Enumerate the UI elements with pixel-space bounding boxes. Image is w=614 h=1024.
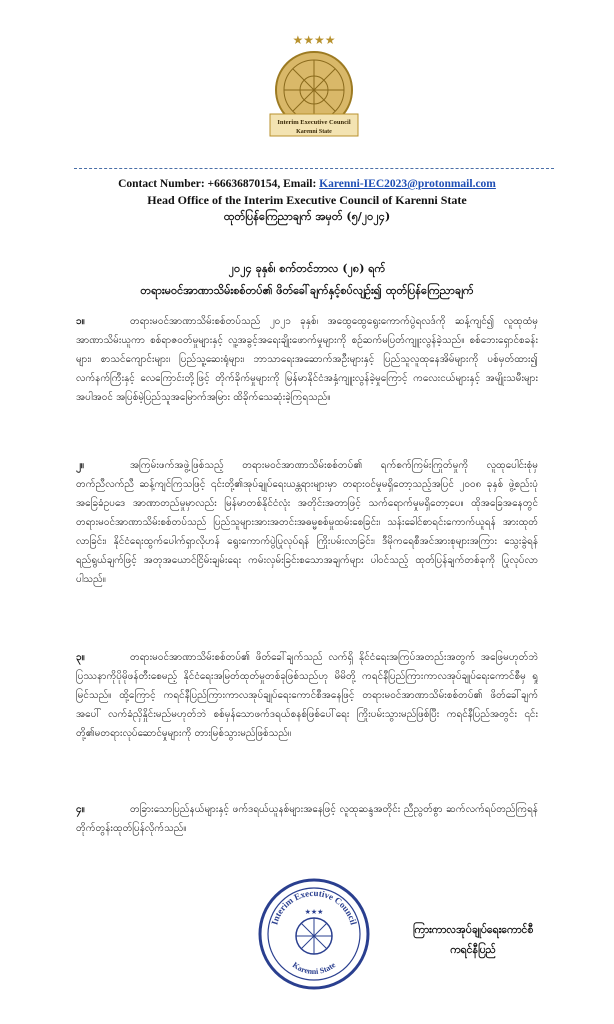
paragraph-text: တရားမဝင်အာဏာသိမ်းစစ်တပ်၏ ဖိတ်ခေါ်ချက်သည် လက်ရှိ နိုင်ငံရေးအကြပ်အတည်းအတွက် အဖြေမဟုတ်ဘဲ ပြဿနာကိုပိုမိုဖန်တီးစေမည့် နိုင်ငံရေးအမြတ်ထုတ်မှုတစ်ခုဖြစ်သည်ဟု မိမိတို့ ကရင်နီပြည်ကြားကာလအုပ်ချုပ်ရေးကောင်စီမှ ရှုမြင်သည်။ ထို့ကြောင့် ကရင်နီပြည်ကြားကာလအုပ်ချုပ်ရေးကောင်စီအနေဖြင့် တရားမဝင်အာဏာသိမ်းစစ်တပ်၏ ဖိတ်ခေါ်ချက်အပေါ် လက်ခံညှိနှိုင်းမည်မဟုတ်ဘဲ စစ်မှန်သောဖက်ဒရယ်စနစ်ဖြစ်ပေါ်ရေး ကြိုးပမ်းသွားမည်ဖြစ်ပြီး ကရင်နီပြည်အတွင်း ၎င်းတို့၏မတရားလုပ်ဆောင်မှုများကို တားမြစ်သွားမည်ဖြစ်သည်။: [76, 652, 538, 739]
signature-council: ကြားကာလအုပ်ချုပ်ရေးကောင်စီ: [412, 924, 534, 936]
paragraph-4: [76, 800, 538, 838]
stars-decoration: ★★★★: [292, 33, 336, 47]
contact-number: Contact Number: +66636870154, Email:: [118, 178, 320, 190]
paragraph-number: ၃။: [76, 652, 85, 663]
paragraph-text: အကြမ်းဖက်အဖွဲ့ဖြစ်သည့် တရားမဝင်အာဏာသိမ်းစစ်တပ်၏ ရက်စက်ကြမ်းကြုတ်မှုကို လူထုပေါင်းစုံမှတက်ညီလက်ညီ ဆန့်ကျင်ကြသဖြင့် ၎င်းတို့၏အုပ်ချုပ်ရေးယန္တရားများမှာ တရားဝင်မှုမရှိတော့သည့်အပြင် ၂၀၀၈ ခုနှစ် ဖွဲ့စည်းပုံအခြေခံဥပဒေ အာဏာတည်မှုမှာလည်း မြန်မာတစ်နိုင်ငံလုံး အတိုင်းအတာဖြင့် သက်ရောက်မှုမရှိတော့ပေ။ ထိုအခြေအနေတွင် တရားမဝင်အာဏာသိမ်းစစ်တပ်သည် ပြည်သူများအားအတင်းအဓမ္မစစ်မှုထမ်းစေခြင်း၊ သန်းခေါင်စာရင်းကောက်ယူရန် အားထုတ်လာခြင်း၊ နိုင်ငံရေးထွက်ပေါက်ရှာလိုဟန် ရွေးကောက်ပွဲပြုလုပ်ရန် ကြိုးပမ်းလာခြင်း၊ ဒီမိုကရေစီအင်အားစုများအကြား သွေးခွဲရန်ရည်ရွယ်ချက်ဖြင့် အတုအယောင်ငြိမ်းချမ်းရေး ကမ်းလှမ်းခြင်းစသောအချက်များ ပါဝင်သည့် ထုတ်ပြန်ချက်တစ်ခုကို ပြုလုပ်လာပါသည်။: [76, 460, 538, 585]
paragraph-text: တခြားသောပြည်နယ်များနှင့် ဖက်ဒရယ်ယူနစ်များအနေဖြင့် လူထုဆန္ဒအတိုင်း ညီညွတ်စွာ ဆက်လက်ရပ်တည်ကြရန် တိုက်တွန်းထုတ်ပြန်လိုက်သည်။: [76, 804, 538, 834]
paragraph-number: ၁။: [76, 316, 85, 327]
emblem-state-name: Karenni State: [296, 129, 332, 135]
paragraph-2: [76, 456, 538, 589]
svg-text:★★★: ★★★: [304, 908, 324, 916]
paragraph-3: [76, 648, 538, 743]
seal-ring-bottom-text: Karenni State: [290, 960, 338, 977]
contact-email-link[interactable]: Karenni-IEC2023@protonmail.com: [319, 178, 496, 190]
document-page: [14, 0, 600, 1024]
statement-subject: တရားမဝင်အာဏာသိမ်းစစ်တပ်၏ ဖိတ်ခေါ်ချက်နှင့်စပ်လျဉ်း၍ ထုတ်ပြန်ကြေညာချက်: [140, 284, 474, 297]
paragraph-text: တရားမဝင်အာဏာသိမ်းစစ်တပ်သည် ၂၀၂၁ ခုနှစ်၊ အထွေထွေရွေးကောက်ပွဲရလဒ်ကို ဆန့်ကျင်၍ လူထုထံမှအာဏာသိမ်းယူကာ စစ်ရာဇဝတ်မှုများနှင့် လူ့အခွင့်အရေးချိုးဖောက်မှုများကို စဉ်ဆက်မပြတ်ကျူးလွန်ခဲ့သည်။ စစ်ဘေးရှောင်စခန်းများ၊ စာသင်ကျောင်းများ၊ ပြည်သူ့ဆေးရုံများ၊ ဘာသာရေးအဆောက်အဦးများနှင့် ပြည်သူလူထုနေအိမ်များကို ပစ်မှတ်ထား၍ လက်နက်ကြီးနှင့် လေကြောင်းတို့ဖြင့် တိုက်ခိုက်မှုများကို မြန်မာနိုင်ငံအနှံ့ကျူးလွန်ခဲ့မှုကြောင့် ကလေးငယ်များနှင့် အမျိုးသမီးများအပါအဝင် အပြစ်မဲ့ပြည်သူအမြောက်အမြား ထိခိုက်သေဆုံးခဲ့ကြရသည်။: [76, 316, 538, 403]
statement-date: ၂၀၂၄ ခုနှစ်၊ စက်တင်ဘာလ (၂၈) ရက်: [228, 262, 386, 275]
paragraph-1: [76, 312, 538, 407]
seal-ring-top-text: Interim Executive Council: [269, 887, 359, 926]
head-office-title: Head Office of the Interim Executive Council of Karenni State: [147, 193, 467, 207]
council-seal: [254, 874, 374, 994]
emblem-council-name: Interim Executive Council: [277, 119, 351, 126]
letterhead: [14, 176, 600, 226]
signature-block: [398, 920, 548, 960]
paragraph-number: ၂။: [76, 460, 84, 471]
signature-state: ကရင်နီပြည်: [450, 944, 496, 956]
council-emblem-top: [262, 30, 366, 140]
statement-reference: ထုတ်ပြန်ကြေညာချက် အမှတ် (၅/၂၀၂၄): [223, 210, 391, 223]
contact-line: [14, 176, 600, 192]
header-divider: [74, 168, 554, 169]
paragraph-number: ၄။: [76, 804, 85, 815]
